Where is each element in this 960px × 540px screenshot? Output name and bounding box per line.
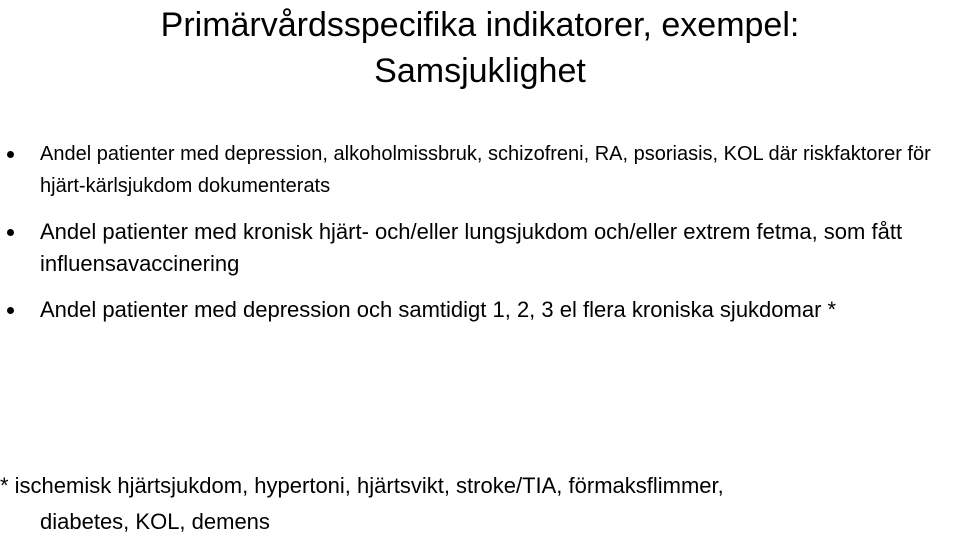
bullet-dot-icon bbox=[7, 229, 14, 236]
bullet-text-1: Andel patienter med depression, alkoholmissbruk, schizofreni, RA, psoriasis, KOL där riskfaktorer för hjärt-kärlsjukdom dokumenterats bbox=[40, 143, 931, 197]
bullet-text-2: Andel patienter med kronisk hjärt- och/eller lungsjukdom och/eller extrem fetma, som fått influensavaccinering bbox=[40, 219, 903, 276]
footnote bbox=[0, 468, 960, 540]
bullet-item-2 bbox=[0, 216, 960, 280]
bullet-text-3: Andel patienter med depression och samtidigt 1, 2, 3 el flera kroniska sjukdomar * bbox=[40, 297, 837, 322]
bullet-item-3 bbox=[0, 294, 960, 326]
bullet-dot-icon bbox=[7, 307, 14, 314]
footnote-line1: * ischemisk hjärtsjukdom, hypertoni, hjärtsvikt, stroke/TIA, förmaksflimmer, bbox=[0, 473, 724, 498]
slide-title-line1: Primärvårdsspecifika indikatorer, exempel: bbox=[160, 6, 800, 44]
bullet-list bbox=[0, 138, 960, 326]
bullet-item-1 bbox=[0, 138, 960, 202]
slide-title bbox=[0, 0, 960, 94]
footnote-line2: diabetes, KOL, demens bbox=[40, 509, 270, 534]
slide-title-line2: Samsjuklighet bbox=[374, 52, 586, 90]
bullet-dot-icon bbox=[7, 151, 14, 158]
